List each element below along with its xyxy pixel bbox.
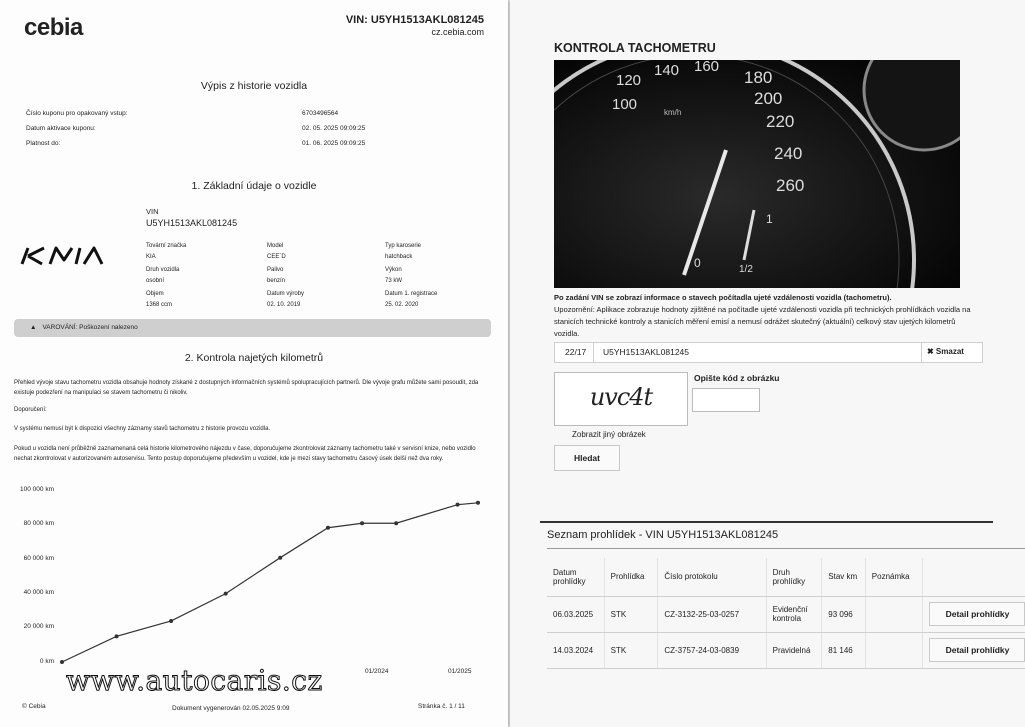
captcha-input[interactable] <box>692 388 760 412</box>
field-displacement-value: 1368 ccm <box>146 302 173 308</box>
page-title: KONTROLA TACHOMETRU <box>554 41 716 55</box>
coupon-valid-label: Platnost do: <box>26 140 61 147</box>
gauge-unit: km/h <box>664 108 682 117</box>
cell-date: 06.03.2025 <box>547 596 604 632</box>
report-title: Výpis z historie vozidla <box>200 80 308 92</box>
cell-protocol: CZ-3132-25-03-0257 <box>658 596 766 632</box>
field-fuel-label: Palivo <box>267 267 284 273</box>
y-tick-label: 60 000 km <box>23 555 54 562</box>
x-tick-label: 01/2025 <box>448 668 472 675</box>
mileage-data-point <box>278 556 282 560</box>
gauge-number: 180 <box>744 68 773 87</box>
gauge-number: 120 <box>616 72 642 89</box>
divider <box>547 548 1025 549</box>
x-tick-label: 01/2024 <box>365 668 389 675</box>
y-tick-label: 40 000 km <box>23 589 54 596</box>
field-displacement-label: Objem <box>146 291 164 297</box>
col-header: Datum prohlídky <box>547 558 604 596</box>
mileage-intro: Přehled vývoje stavu tachometru vozidla obsahuje hodnoty získané z dostupných informačních systémů spolupracujících partnerů. Dle vývoje grafu můžete sami posoudit, zda existuje podezření na manipulaci se stavem tachometru či nikoliv. <box>14 380 479 396</box>
mileage-data-point <box>326 526 330 530</box>
footer-page-number: Stránka č. 1 / 11 <box>418 703 465 710</box>
field-production-label: Datum výroby <box>267 291 305 297</box>
divider <box>593 343 594 362</box>
divider <box>540 521 993 523</box>
captcha-label: Opište kód z obrázku <box>694 373 780 383</box>
mileage-chart <box>0 0 508 727</box>
field-model-label: Model <box>267 243 284 249</box>
field-body-value: hatchback <box>385 254 413 260</box>
speedometer-image <box>554 60 960 288</box>
mileage-data-point <box>476 501 480 505</box>
table-row <box>547 632 1025 668</box>
char-counter: 22/17 <box>565 347 587 357</box>
cell-note <box>865 632 923 668</box>
captcha-image: uvc4t <box>554 372 688 426</box>
field-brand-value: KIA <box>146 254 156 260</box>
cell-type: STK <box>604 596 658 632</box>
damage-warning-badge: ▲ VAROVÁNÍ: Poškození nalezeno <box>14 319 491 337</box>
field-type-value: osobní <box>146 278 165 284</box>
info-heading: Po zadání VIN se zobrazí informace o stavech počítadla ujeté vzdálenosti vozidla (tachometru). <box>554 293 892 302</box>
field-registration-value: 25. 02. 2020 <box>385 302 419 308</box>
col-header: Stav km <box>822 558 866 596</box>
gauge-number: 0 <box>694 256 701 270</box>
cell-type: STK <box>604 632 658 668</box>
cell-date: 14.03.2024 <box>547 632 604 668</box>
recommendation-text-2: Pokud u vozidla není průběžně zaznamenaná celá historie kilometrového nájezdu v čase, doporučujeme zkontrolovat záznamy tachometru také v servisní knize, nebo vozidlo nechat zkontrolovat v autorizovaném autoservisu. Tento postup doporučujeme především u vozidel, kde je mezi stavy tachometru časový úsek delší než dva roky. <box>14 446 476 462</box>
cell-km: 93 096 <box>822 596 866 632</box>
field-registration-label: Datum 1. registrace <box>385 291 438 297</box>
gauge-number: 1/2 <box>739 264 753 275</box>
mileage-data-point <box>456 503 460 507</box>
y-tick-label: 20 000 km <box>23 623 54 630</box>
inspections-title: Seznam prohlídek - VIN U5YH1513AKL081245 <box>547 529 779 541</box>
footer-copyright: © Cebia <box>22 703 46 710</box>
y-tick-label: 80 000 km <box>23 520 54 527</box>
gauge-number: 200 <box>754 89 783 108</box>
mileage-data-point <box>115 634 119 638</box>
gauge-number: 1 <box>766 212 773 226</box>
gauge-number: 240 <box>774 144 803 163</box>
cebia-logo: cebia <box>24 14 83 41</box>
vin-header: VIN: U5YH1513AKL081245 <box>345 14 484 26</box>
gauge-number: 140 <box>654 62 680 79</box>
mileage-data-point <box>360 521 364 525</box>
field-power-value: 73 kW <box>385 278 403 284</box>
detail-button[interactable]: Detail prohlídky <box>929 638 1025 662</box>
field-model-value: CEE´D <box>267 254 286 260</box>
recommendation-heading: Doporučení: <box>14 407 47 413</box>
section-basic-info: 1. Základní údaje o vozidle <box>191 180 317 192</box>
cell-km: 81 146 <box>822 632 866 668</box>
cell-protocol: CZ-3757-24-03-0839 <box>658 632 766 668</box>
gauge-number: 100 <box>612 96 638 113</box>
footer-generated: Dokument vygenerován 02.05.2025 9:09 <box>172 705 290 712</box>
cell-kind: Evidenční kontrola <box>766 596 822 632</box>
recommendation-text-1: V systému nemusí být k dispozici všechny záznamy stavů tachometru z historie provozu vozidla. <box>14 426 271 432</box>
search-button[interactable]: Hledat <box>554 445 620 471</box>
clear-button[interactable]: ✖ Smazat <box>927 347 964 356</box>
field-fuel-value: benzín <box>267 278 286 284</box>
vin-input[interactable]: U5YH1513AKL081245 <box>603 347 690 357</box>
y-tick-label: 0 km <box>39 658 54 665</box>
refresh-captcha-link[interactable]: Zobrazit jiný obrázek <box>572 430 646 439</box>
vin-input-row <box>554 342 983 363</box>
y-tick-label: 100 000 km <box>20 486 54 493</box>
mileage-data-point <box>169 619 173 623</box>
table-row <box>547 596 1025 632</box>
cell-kind: Pravidelná <box>766 632 822 668</box>
table-header-row <box>547 558 1025 596</box>
report-page <box>0 0 508 727</box>
mileage-series-line <box>62 503 478 662</box>
col-header: Prohlídka <box>604 558 658 596</box>
field-type-label: Druh vozidla <box>146 267 180 273</box>
mileage-data-point <box>224 592 228 596</box>
tachometer-check-page <box>510 0 1025 727</box>
coupon-valid-value: 01. 06. 2025 09:09:25 <box>302 140 366 147</box>
coupon-activation-label: Datum aktivace kuponu: <box>26 125 96 132</box>
section-mileage: 2. Kontrola najetých kilometrů <box>184 352 324 364</box>
watermark: www.autocaris.cz <box>66 664 323 697</box>
gauge-number: 160 <box>694 60 720 75</box>
warning-icon: ▲ <box>30 324 37 331</box>
gauge-number: 260 <box>776 176 805 195</box>
mileage-data-point <box>394 521 398 525</box>
gauge-number: 220 <box>766 112 795 131</box>
field-body-label: Typ karoserie <box>385 243 422 249</box>
mileage-data-point <box>60 660 64 664</box>
vin-label: VIN <box>146 207 159 216</box>
col-header: Druh prohlídky <box>766 558 822 596</box>
inspections-table <box>547 558 1025 669</box>
col-header: Číslo protokolu <box>658 558 766 596</box>
coupon-number-label: Číslo kuponu pro opakovaný vstup: <box>26 110 128 117</box>
coupon-number-value: 6703496564 <box>302 110 339 117</box>
website-link[interactable]: cz.cebia.com <box>431 27 484 37</box>
vin-value: U5YH1513AKL081245 <box>146 218 238 228</box>
coupon-activation-value: 02. 05. 2025 09:09:25 <box>302 125 366 132</box>
col-header: Poznámka <box>865 558 923 596</box>
field-brand-label: Tovární značka <box>146 243 187 249</box>
detail-button[interactable]: Detail prohlídky <box>929 602 1025 626</box>
divider <box>921 343 922 362</box>
cell-note <box>865 596 923 632</box>
field-power-label: Výkon <box>385 267 402 273</box>
field-production-value: 02. 10. 2019 <box>267 302 301 308</box>
info-notice: Upozornění: Aplikace zobrazuje hodnoty zjištěné na počítadle ujeté vzdálenosti vozidla při technických prohlídkách vozidla na stanicích technické kontroly a stanicích měření emisí a nemusí odrážet skutečný (aktuální) celkový stav ujetých kilometrů vozidla. <box>554 305 971 338</box>
